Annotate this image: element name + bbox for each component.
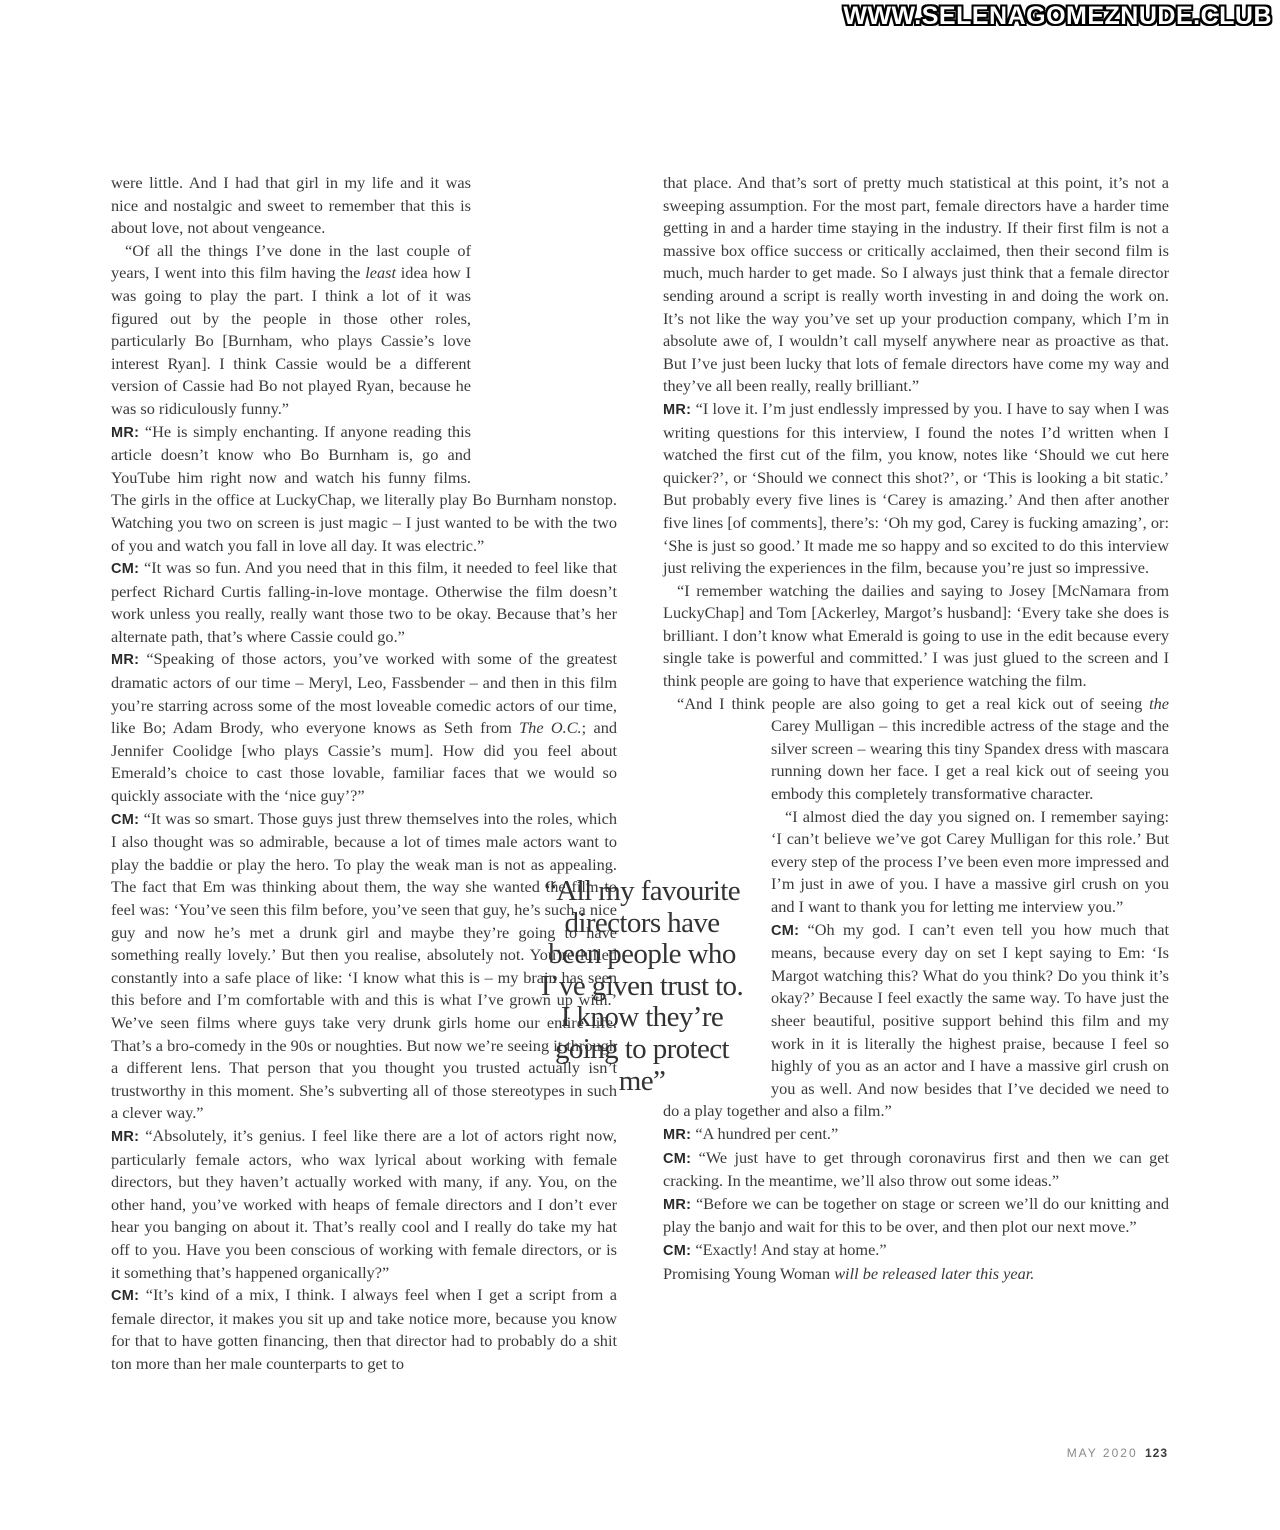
speaker-label: MR: — [111, 424, 140, 441]
speaker-label: CM: — [663, 1242, 692, 1259]
paragraph-mr: MR: “Absolutely, it’s genius. I feel like there are a lot of actors right now, particularly female actors, who wax lyrical about working with female directors, but they haven’t actually worked with many, if any. You, on the other hand, you’ve worked with heaps of female directors and I don’t ever hear you banging on about it. That’s really cool and I really do take my hat off to you. Have you been conscious of working with female directors, or is it something that’s happened organically?” — [111, 1125, 617, 1282]
page-folio — [1067, 1446, 1168, 1460]
pull-quote-gutter — [663, 715, 771, 1092]
paragraph-cm: CM: “We just have to get through coronavirus first and then we can get cracking. In the meantime, we’ll also throw out some ideas.” — [663, 1147, 1169, 1191]
paragraph-mr: MR: “Speaking of those actors, you’ve worked with some of the greatest dramatic actors of our time – Meryl, Leo, Fassbender – and then in this film you’re starring across some of the most loveable comedic actors of our time, like Bo; Adam Brody, who everyone knows as Seth from The O.C.; and Jennifer Coolidge [who plays Cassie’s mum]. How did you feel about Emerald’s choice to cast those lovable, familiar faces that we would so quickly associate with the ‘nice guy’?” — [111, 649, 617, 806]
speaker-label: CM: — [111, 1288, 140, 1305]
speaker-label: CM: — [663, 1150, 692, 1167]
paragraph: that place. And that’s sort of pretty much statistical at this point, it’s not a sweeping assumption. For the most part, female directors have a harder time getting in and a harder time staying in the industry. If their first film is not a massive box office success or critically acclaimed, then their second film is much, much harder to get made. So I always just think that a female director sending around a script is really worth investing in and doing the work on. It’s not like the way you’ve set up your production company, which I’m in absolute awe of, I wouldn’t call myself anywhere near as proactive as that. But I’ve just been lucky that lots of female directors have come my way and they’ve all been really, really brilliant.” — [663, 173, 1169, 396]
paragraph: “I almost died the day you signed on. I remember saying: ‘I can’t believe we’ve got Carey Mulligan for this role.’ But every step of the process I’ve been even more impressed and I’m just in awe of you. I have a massive girl crush on you and I want to thank you for letting me interview you.” — [771, 806, 1169, 916]
paragraph: “And I think people are also going to get a real kick out of seeing the Carey Mulligan – this incredible actress of the stage and the silver screen – wearing this tiny Spandex dress with mascara running down her face. I get a real kick out of seeing you embody this completely transformative character. — [663, 693, 1169, 806]
paragraph-mr: MR: “A hundred per cent.” — [663, 1123, 839, 1143]
speaker-label: CM: — [111, 561, 140, 578]
left-column — [111, 172, 617, 1375]
speaker-label: MR: — [663, 1196, 692, 1213]
paragraph-cm: CM: “It was so fun. And you need that in this film, it needed to feel like that perfect Richard Curtis falling-in-love montage. Otherwise the film doesn’t work unless you really, really want those two to be okay. Because that’s her alternate path, that’s where Cassie could go.” — [111, 558, 617, 646]
speaker-label: MR: — [663, 1126, 692, 1143]
speaker-label: MR: — [111, 1128, 140, 1145]
watermark-text: WWW.SELENAGOMEZNUDE.CLUB — [843, 2, 1272, 30]
paragraph: were little. And I had that girl in my life and it was nice and nostalgic and sweet to remember that this is about love, not about vengeance. — [111, 173, 471, 238]
paragraph: “I remember watching the dailies and saying to Josey [McNamara from LuckyChap] and Tom [Ackerley, Margot’s husband]: ‘Every take she does is brilliant. I don’t know what Emerald is going to use in the edit because every single take is powerful and committed.’ I was just glued to the screen and I think people are going to have that experience watching the film. — [663, 580, 1169, 691]
paragraph-cm: CM: “It was so smart. Those guys just threw themselves into the roles, which I also thought was so admirable, because a lot of times male actors want to play the baddie or play the hero. To play the weak man is not as appealing. The fact that Em was thinking about them, the way she wanted the film to feel was: ‘You’ve seen this film before, you’ve seen that guy, he’s such a nice guy and now he’s met a drunk girl and maybe they’re going to have something really lovely.’ But then you realise, absolutely not. You’re lulled constantly into a safe place of like: ‘I know what this is – my brain has seen this before and I’m comfortable with and this is what I’ve grown up with.’ We’ve seen films where guys take very drunk girls home our entire life. That’s a bro-comedy in the 90s or noughties. But now we’re seeing it through a different lens. That person that you thought you trusted actually isn’t trustworthy in this moment. She’s subverting all of those stereotypes in such a clever way.” — [111, 808, 617, 1123]
paragraph-mr: MR: “I love it. I’m just endlessly impressed by you. I have to say when I was writing questions for this interview, I found the notes I’d written when I watched the first cut of the film, you know, notes like ‘Should we cut here quicker?’, or ‘Should we connect this shot?’, or ‘This is looking a bit static.’ But probably every five lines is ‘Carey is amazing.’ And then after another five lines [of comments], there’s: ‘Oh my god, Carey is fucking amazing’, or: ‘She is just so good.’ It made me so happy and so excited to do this interview just reliving the experiences in the film, because you’re just so impressive. — [663, 398, 1169, 578]
issue-date: MAY 2020 — [1066, 1446, 1138, 1460]
pull-quote-gutter — [471, 172, 617, 488]
paragraph-cm: CM: “Oh my god. I can’t even tell you how much that means, because every day on set I kept saying to Em: ‘Is Margot watching this? What do you think? Do you think it’s okay?’ Because I feel exactly the same way. To have just the sheer beautiful, positive support behind this film and my work in it is literally the highest praise, because I feel so highly of you as an actor and I have a massive girl crush on you as well. And now besides that I’ve decided we need to do a play together and also a film.” — [663, 919, 1169, 1121]
right-column — [663, 172, 1169, 1285]
speaker-label: CM: — [111, 811, 140, 828]
paragraph-cm: CM: “It’s kind of a mix, I think. I always feel when I get a script from a female director, it makes you sit up and take notice more, because you know for that to have gotten financing, then that director had to probably do a shit ton more than her male counterparts to get to — [111, 1285, 617, 1373]
paragraph-mr: MR: “Before we can be together on stage or screen we’ll do our knitting and play the banjo and wait for this to be over, and then plot our next move.” — [663, 1193, 1169, 1237]
paragraph-cm: CM: “Exactly! And stay at home.” — [663, 1239, 887, 1259]
paragraph: “Of all the things I’ve done in the last couple of years, I went into this film having the least idea how I was going to play the part. I think a lot of it was figured out by the people in those other roles, particularly Bo [Burnham, who plays Cassie’s love interest Ryan]. I think Cassie would be a different version of Cassie had Bo not played Ryan, because he was so ridiculously funny.” — [111, 240, 471, 418]
pull-quote: “All my favourite directors have been people who I’ve given trust to. I know they’re going to protect me” — [540, 875, 744, 1097]
paragraph-mr: MR: “He is simply enchanting. If anyone reading this article doesn’t know who Bo Burnham is, go and YouTube him right now and watch his funny films. The girls in the office at LuckyChap, we literally play Bo Burnham nonstop. Watching you two on screen is just magic – I just wanted to be with the two of you and watch you fall in love all day. It was electric.” — [111, 421, 617, 555]
speaker-label: MR: — [111, 652, 140, 669]
closing-note: Promising Young Woman will be released later this year. — [663, 1263, 1035, 1283]
speaker-label: MR: — [663, 401, 692, 418]
page-number: 123 — [1144, 1446, 1168, 1460]
speaker-label: CM: — [771, 922, 800, 939]
